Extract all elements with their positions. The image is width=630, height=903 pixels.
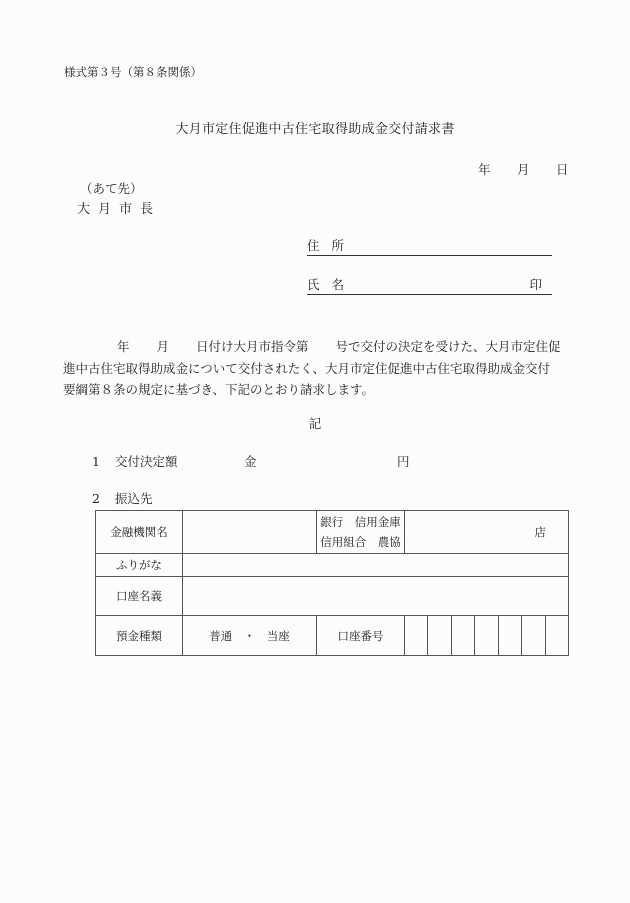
deposit-row (96, 616, 569, 656)
body-line-1 (63, 336, 583, 358)
name-field[interactable] (307, 277, 552, 295)
body-line-2: 進中古住宅取得助成金について交付されたく、大月市定住促進中古住宅取得助成金交付 (63, 360, 551, 376)
institution-types (317, 511, 405, 554)
furigana-row (96, 554, 569, 577)
date-month-label: 月 (517, 162, 530, 177)
date-day-label: 日 (556, 162, 569, 177)
account-digit-box[interactable] (499, 616, 522, 656)
name-label: 氏名 (307, 277, 357, 292)
item-1-number: 1 (92, 454, 100, 469)
item-2-label: 振込先 (115, 491, 153, 506)
deposit-type-label: 預金種類 (96, 616, 183, 656)
body-line-1-mid: 日付け大月市指令第 (196, 339, 309, 354)
account-digit-box[interactable] (428, 616, 452, 656)
furigana-cell[interactable] (183, 554, 569, 577)
date-year-label: 年 (478, 162, 491, 177)
institution-row (96, 511, 569, 554)
holder-label: 口座名義 (96, 577, 183, 616)
request-body (63, 336, 583, 401)
addressee-recipient: 大月市長 (77, 202, 162, 217)
account-digit-box[interactable] (522, 616, 546, 656)
item-1-suffix: 円 (397, 454, 410, 469)
account-digit-box[interactable] (405, 616, 428, 656)
form-number: 様式第３号（第８条関係） (64, 65, 202, 79)
addressee-label: （あて先） (80, 181, 143, 196)
account-digit-box[interactable] (546, 616, 569, 656)
account-number-label: 口座番号 (317, 616, 405, 656)
institution-name-cell[interactable] (183, 511, 317, 554)
account-digit-box[interactable] (475, 616, 499, 656)
branch-cell[interactable] (405, 511, 569, 554)
document-title: 大月市定住促進中古住宅取得助成金交付請求書 (175, 122, 455, 137)
body-line-1-end: 号で交付の決定を受けた、大月市定住促 (335, 339, 561, 354)
branch-suffix: 店 (534, 525, 547, 539)
holder-row (96, 577, 569, 616)
body-line-3: 要綱第８条の規定に基づき、下記のとおり請求します。 (63, 382, 375, 397)
institution-label: 金融機関名 (96, 511, 183, 554)
item-2-number: 2 (92, 491, 100, 506)
deposit-type-options[interactable]: 普通 ・ 当座 (183, 616, 317, 656)
body-month: 月 (156, 339, 170, 354)
seal-mark: 印 (529, 277, 542, 292)
address-field[interactable] (307, 238, 552, 256)
item-1-prefix: 金 (244, 454, 257, 469)
institution-types-line-2: 信用組合 農協 (320, 535, 401, 549)
item-1-label: 交付決定額 (115, 454, 178, 469)
body-year: 年 (117, 339, 130, 354)
holder-cell[interactable] (183, 577, 569, 616)
institution-types-line-1: 銀行 信用金庫 (320, 515, 401, 529)
ki-heading: 記 (308, 416, 322, 431)
account-digit-box[interactable] (452, 616, 475, 656)
bank-transfer-table (95, 510, 569, 656)
furigana-label: ふりがな (96, 554, 183, 577)
address-label: 住所 (307, 238, 357, 253)
